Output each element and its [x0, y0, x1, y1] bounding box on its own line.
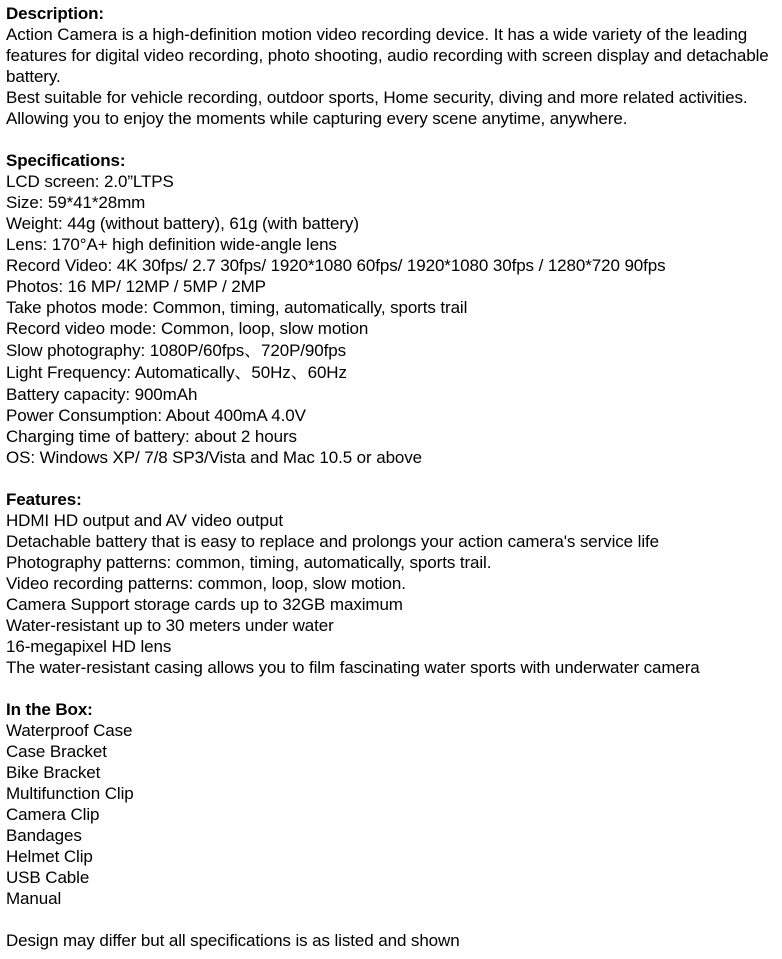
spec-item: Power Consumption: About 400mA 4.0V: [6, 406, 306, 425]
feature-item: Water-resistant up to 30 meters under water: [6, 616, 334, 635]
specifications-heading: Specifications:: [6, 151, 126, 170]
feature-item: Photography patterns: common, timing, automatically, sports trail.: [6, 553, 492, 572]
feature-item: Detachable battery that is easy to replace and prolongs your action camera's service life: [6, 532, 659, 551]
description-heading: Description:: [6, 4, 104, 23]
spec-item: Charging time of battery: about 2 hours: [6, 427, 297, 446]
spec-item: OS: Windows XP/ 7/8 SP3/Vista and Mac 10.5 or above: [6, 448, 423, 467]
box-item: USB Cable: [6, 868, 90, 887]
box-item: Bandages: [6, 826, 82, 845]
features-heading: Features:: [6, 490, 82, 509]
in-the-box-heading: In the Box:: [6, 700, 93, 719]
feature-item: 16-megapixel HD lens: [6, 637, 172, 656]
spec-item: Battery capacity: 900mAh: [6, 385, 198, 404]
description-paragraph: Action Camera is a high-definition motion video recording device. It has a wide variety of the leading features for digital video recording, photo shooting, audio recording with screen display and detachable battery.: [6, 25, 769, 86]
description-section: [6, 3, 776, 129]
in-the-box-section: [6, 699, 776, 909]
section-spacer: [6, 678, 776, 699]
spec-item: Record Video: 4K 30fps/ 2.7 30fps/ 1920*1080 60fps/ 1920*1080 30fps / 1280*720 90fps: [6, 256, 666, 275]
box-item: Helmet Clip: [6, 847, 93, 866]
footer-note: Design may differ but all specifications is as listed and shown: [6, 931, 460, 950]
feature-item: Camera Support storage cards up to 32GB maximum: [6, 595, 403, 614]
spec-item: Photos: 16 MP/ 12MP / 5MP / 2MP: [6, 277, 266, 296]
feature-item: The water-resistant casing allows you to film fascinating water sports with underwater camera: [6, 658, 700, 677]
description-paragraph: Best suitable for vehicle recording, outdoor sports, Home security, diving and more related activities. Allowing you to enjoy the moments while capturing every scene anytime, anywhere.: [6, 88, 748, 128]
spec-item: Record video mode: Common, loop, slow motion: [6, 319, 369, 338]
spec-item: LCD screen: 2.0”LTPS: [6, 172, 174, 191]
section-spacer: [6, 129, 776, 150]
spec-item: Take photos mode: Common, timing, automatically, sports trail: [6, 298, 468, 317]
section-spacer: [6, 909, 776, 930]
spec-item: Weight: 44g (without battery), 61g (with battery): [6, 214, 359, 233]
spec-item: Light Frequency: Automatically、50Hz、60Hz: [6, 363, 347, 382]
feature-item: HDMI HD output and AV video output: [6, 511, 283, 530]
box-item: Bike Bracket: [6, 763, 101, 782]
box-item: Waterproof Case: [6, 721, 133, 740]
section-spacer: [6, 468, 776, 489]
features-section: [6, 489, 776, 678]
box-item: Case Bracket: [6, 742, 107, 761]
spec-item: Size: 59*41*28mm: [6, 193, 146, 212]
feature-item: Video recording patterns: common, loop, slow motion.: [6, 574, 406, 593]
box-item: Camera Clip: [6, 805, 100, 824]
specifications-section: [6, 150, 776, 468]
spec-item: Lens: 170°A+ high definition wide-angle lens: [6, 235, 337, 254]
box-item: Manual: [6, 889, 62, 908]
box-item: Multifunction Clip: [6, 784, 134, 803]
spec-item: Slow photography: 1080P/60fps、720P/90fps: [6, 341, 347, 360]
